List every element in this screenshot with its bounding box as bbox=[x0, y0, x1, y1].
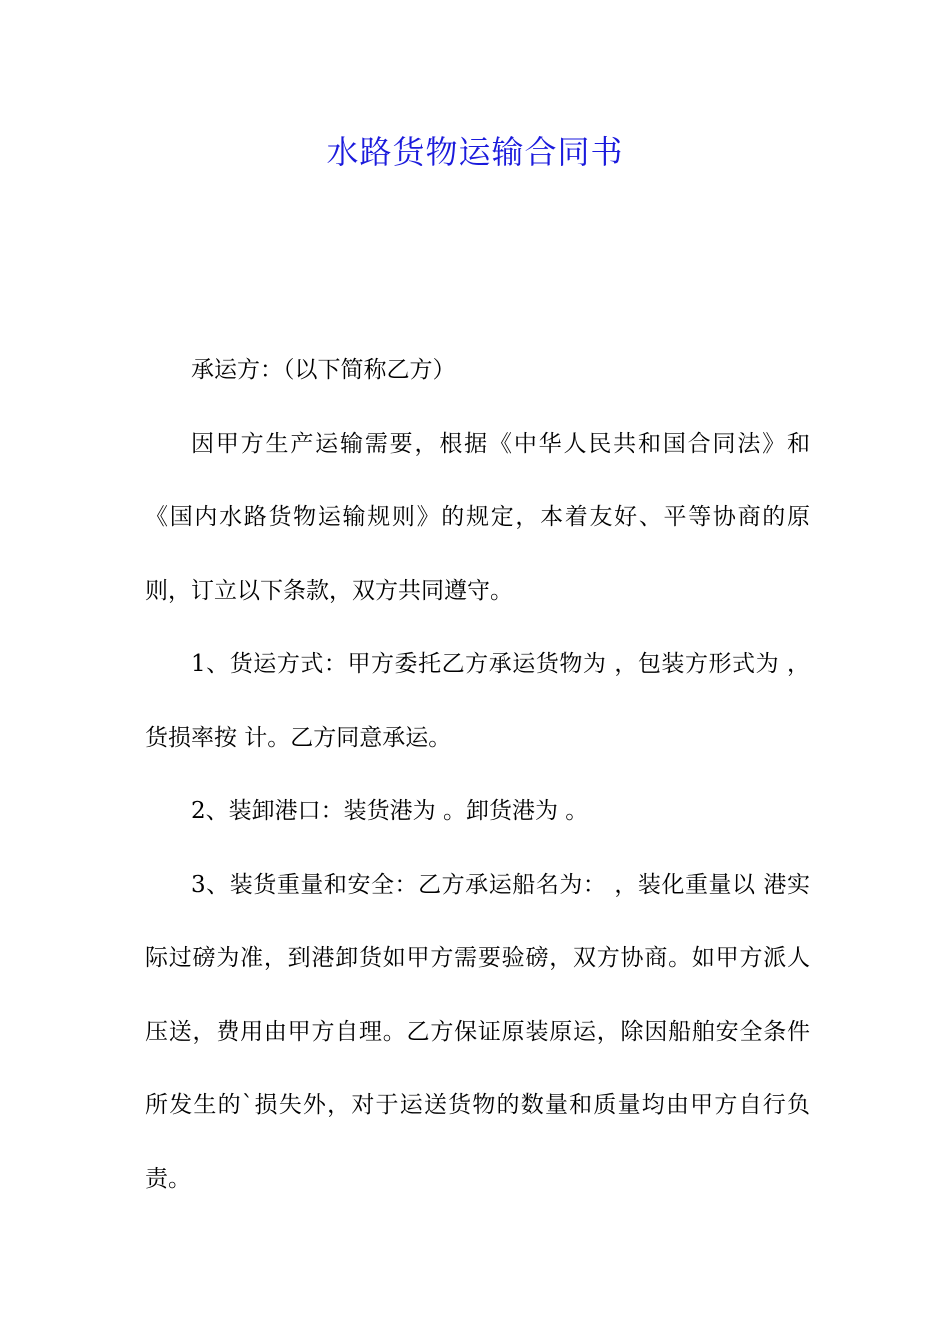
document-title: 水路货物运输合同书 bbox=[326, 133, 624, 171]
paragraph-clause-1: 1、货运方式：甲方委托乙方承运货物为 ，包装方形式为 ，货损率按 计。乙方同意承运。 bbox=[145, 651, 810, 751]
paragraph-preamble: 因甲方生产运输需要，根据《中华人民共和国合同法》和《国内水路货物运输规则》的规定，本着友好、平等协商的原则，订立以下条款，双方共同遵守。 bbox=[145, 430, 810, 604]
paragraph-carrier: 承运方：（以下简称乙方） bbox=[191, 357, 456, 383]
paragraph-clause-3: 3、装货重量和安全：乙方承运船名为： ，装化重量以 港实际过磅为准，到港卸货如甲方需要验磅，双方协商。如甲方派人压送，费用由甲方自理。乙方保证原装原运，除因船舶安全条件所发生的`损失外，对于运送货物的数量和质量均由甲方自行负责。 bbox=[145, 871, 810, 1192]
paragraph-clause-2: 2、装卸港口：装货港为 。卸货港为 。 bbox=[191, 798, 589, 824]
document-body bbox=[145, 334, 810, 1216]
